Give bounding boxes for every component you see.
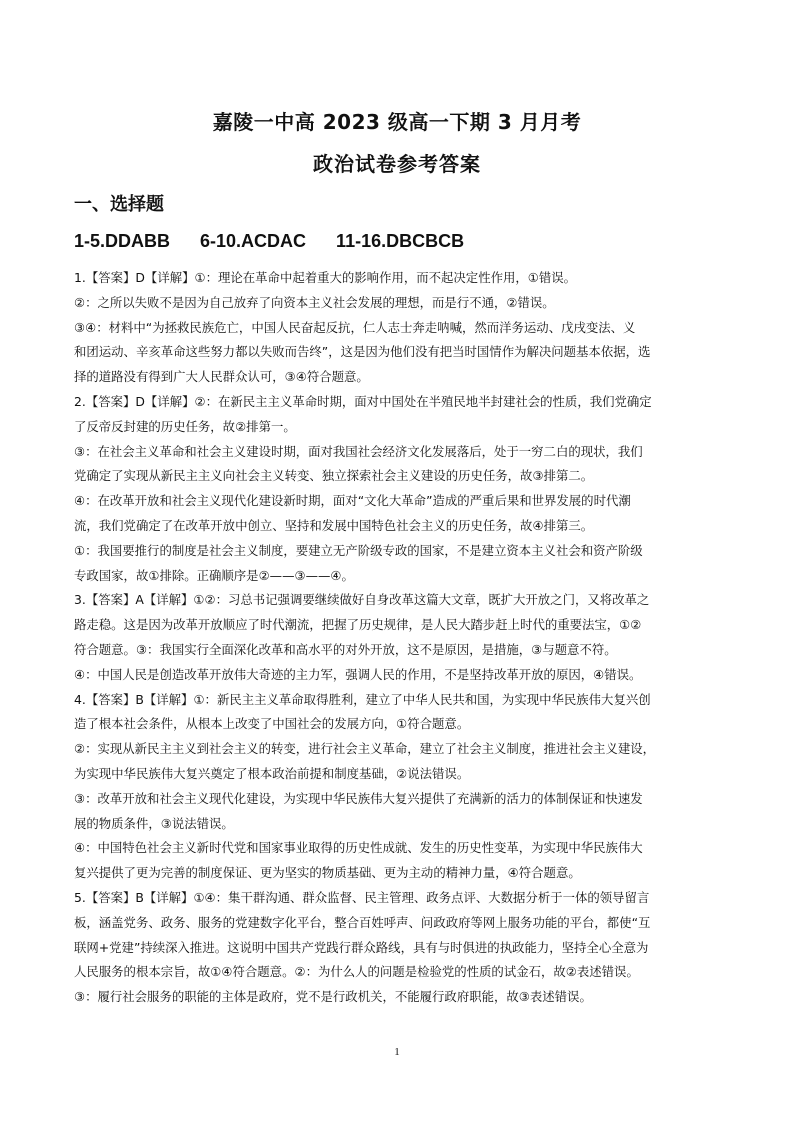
answer-key: 1-5.DDABB 6-10.ACDAC 11-16.DBCBCB xyxy=(74,231,465,251)
text-line: 择的道路没有得到广大人民群众认可，③④符合题意。 xyxy=(74,369,369,385)
text-line: 了反帝反封建的历史任务，故②排第一。 xyxy=(74,418,296,434)
text-line: ②：之所以失败不是因为自己放弃了向资本主义社会发展的理想，而是行不通，②错误。 xyxy=(74,294,555,310)
text-line: 5.【答案】B【详解】①④：集干群沟通、群众监督、民主管理、政务点评、大数据分析于一体的领导留言 xyxy=(74,889,650,905)
text-line: 1.【答案】D【详解】①：理论在革命中起着重大的影响作用，而不起决定性作用，①错误。 xyxy=(74,270,577,285)
page-number: 1 xyxy=(394,1046,400,1058)
text-line: 复兴提供了更为完善的制度保证、更为坚实的物质基础、更为主动的精神力量，④符合题意。 xyxy=(74,865,581,881)
text-line: ③：在社会主义革命和社会主义建设时期，面对我国社会经济文化发展落后，处于一穷二白的现状，我们 xyxy=(74,443,643,459)
text-line: 为实现中华民族伟大复兴奠定了根本政治前提和制度基础，②说法错误。 xyxy=(74,765,470,781)
text-line: 展的物质条件，③说法错误。 xyxy=(74,815,234,831)
text-line: ②：实现从新民主主义到社会主义的转变，进行社会主义革命，建立了社会主义制度，推进社会主义建设， xyxy=(74,741,656,757)
text-line: 2.【答案】D【详解】②：在新民主主义革命时期，面对中国处在半殖民地半封建社会的性质，我们党确定 xyxy=(74,393,652,409)
text-line: ③：改革开放和社会主义现代化建设，为实现中华民族伟大复兴提供了充满新的活力的体制保证和快速发 xyxy=(74,790,643,806)
text-line: 流，我们党确定了在改革开放中创立、坚持和发展中国特色社会主义的历史任务，故④排第三。 xyxy=(74,517,594,533)
explanation-body xyxy=(74,266,724,1010)
text-line: 专政国家，故①排除。正确顺序是②——③——④。 xyxy=(74,567,354,583)
document-subtitle: 政治试卷参考答案 xyxy=(313,152,481,176)
text-line: 4.【答案】B【详解】①：新民主主义革命取得胜利，建立了中华人民共和国，为实现中华民族伟大复兴创 xyxy=(74,691,651,707)
text-line: 3.【答案】A【详解】①②：习总书记强调要继续做好自身改革这篇大文章，既扩大开放之门，又将改革之 xyxy=(74,592,650,608)
text-line: 联网+党建”持续深入推进。这说明中国共产党践行群众路线，具有与时俱进的执政能力，坚持全心全意为 xyxy=(74,939,649,955)
text-line: 板，涵盖党务、政务、服务的党建数字化平台，整合百姓呼声、问政政府等网上服务功能的平台，都使“互 xyxy=(74,914,651,930)
text-line: ③：履行社会服务的职能的主体是政府，党不是行政机关，不能履行政府职能，故③表述错误。 xyxy=(74,989,592,1005)
text-line: 造了根本社会条件，从根本上改变了中国社会的发展方向，①符合题意。 xyxy=(74,716,470,732)
text-line: ①：我国要推行的制度是社会主义制度，要建立无产阶级专政的国家，不是建立资本主义社会和资产阶级 xyxy=(74,542,643,558)
text-line: 和团运动、辛亥革命这些努力都以失败而告终”，这是因为他们没有把当时国情作为解决问题基本依据，选 xyxy=(74,344,651,360)
text-line: ④：在改革开放和社会主义现代化建设新时期，面对“文化大革命”造成的严重后果和世界发展的时代潮 xyxy=(74,493,631,509)
text-line: 符合题意。③：我国实行全面深化改革和高水平的对外开放，这不是原因，是措施，③与题意不符。 xyxy=(74,641,617,657)
text-line: 路走稳。这是因为改革开放顺应了时代潮流，把握了历史规律，是人民大踏步赶上时代的重要法宝，①② xyxy=(74,617,642,633)
text-line: 党确定了实现从新民主主义向社会主义转变、独立探索社会主义建设的历史任务，故③排第二。 xyxy=(74,468,594,484)
document-title: 嘉陵一中高 2023 级高一下期 3 月月考 xyxy=(212,110,582,134)
text-line: ④：中国人民是创造改革开放伟大奇迹的主力军，强调人民的作用，不是坚持改革开放的原因，④错误。 xyxy=(74,666,642,682)
text-line: 人民服务的根本宗旨，故①④符合题意。②：为什么人的问题是检验党的性质的试金石，故②表述错误。 xyxy=(74,964,639,980)
text-line: ③④：材料中“为拯救民族危亡，中国人民奋起反抗，仁人志士奔走呐喊，然而洋务运动、戊戌变法、义 xyxy=(74,319,636,335)
section-heading: 一、选择题 xyxy=(74,194,164,215)
text-line: ④：中国特色社会主义新时代党和国家事业取得的历史性成就、发生的历史性变革，为实现中华民族伟大 xyxy=(74,840,643,856)
